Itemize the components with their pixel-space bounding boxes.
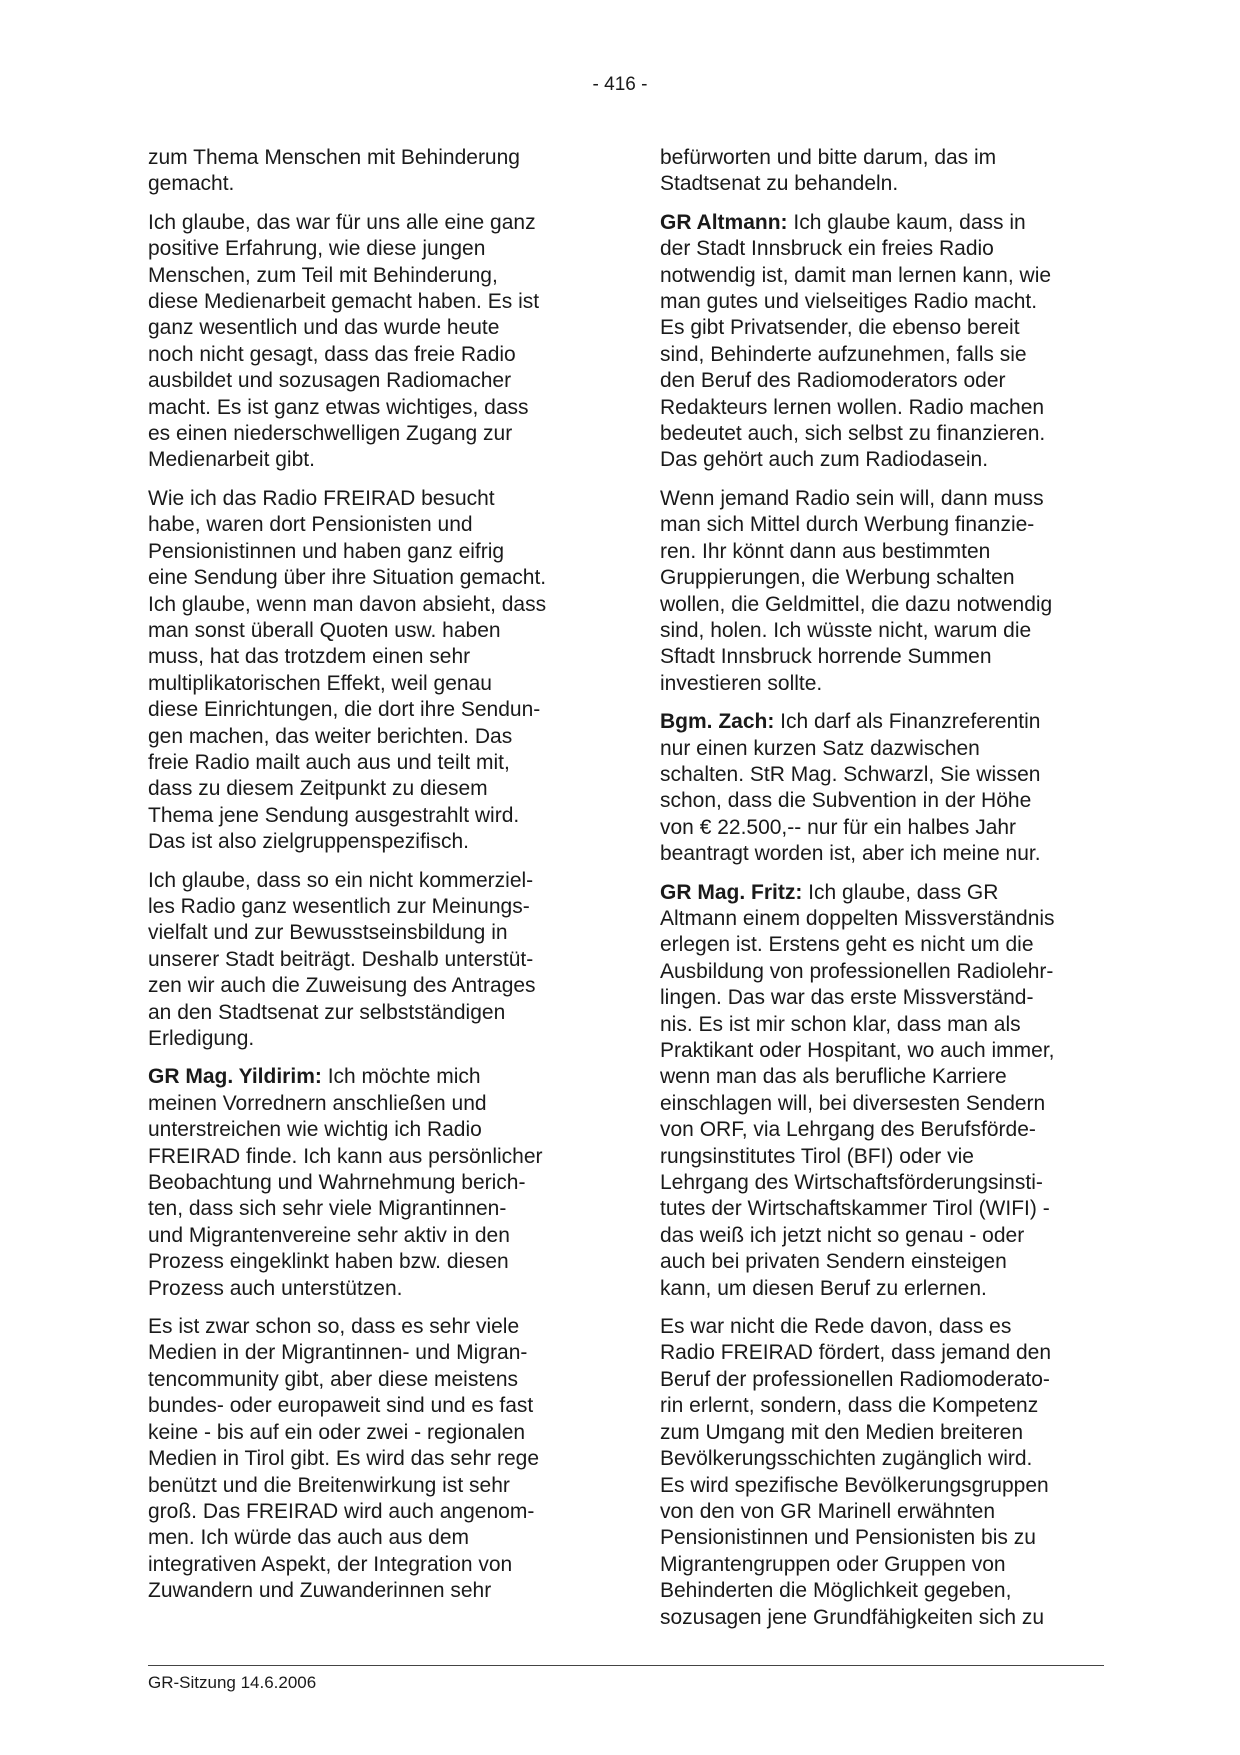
paragraph-text: Ich glaube, dass GR Altmann einem doppelten Missverständnis erlegen ist. Erstens geht es nicht um die Ausbildung von professionellen Radiolehr- lingen. Das war das erste Missverständ- nis. Es ist mir schon klar, dass man als Praktikant oder Hospitant, wo auch immer, wenn man das als berufliche Karriere einschlagen will, bei diversesten Sendern von ORF, via Lehrgang des Berufsförde- rungsinstitutes Tirol (BFI) oder vie Lehrgang des Wirtschaftsförderungsinsti- tutes der Wirtschaftskammer Tirol (WIFI) - das weiß ich jetzt nicht so genau - oder auch bei privaten Sendern einsteigen kann, um diesen Beruf zu erlernen. bbox=[660, 880, 1055, 1300]
right-column bbox=[660, 145, 1100, 1643]
paragraph bbox=[660, 210, 1100, 474]
paragraph-text: Ich glaube, das war für uns alle eine ganz positive Erfahrung, wie diese jungen Menschen, zum Teil mit Behinderung, diese Medienarbeit gemacht haben. Es ist ganz wesentlich und das wurde heute noch nicht gesagt, dass das freie Radio ausbildet und sozusagen Radiomacher macht. Es ist ganz etwas wichtiges, dass es einen niederschwelligen Zugang zur Medienarbeit gibt. bbox=[148, 210, 540, 472]
paragraph-text: Wie ich das Radio FREIRAD besucht habe, waren dort Pensionisten und Pensionistinnen und haben ganz eifrig eine Sendung über ihre Situation gemacht. Ich glaube, wenn man davon absieht, dass man sonst überall Quoten usw. haben muss, hat das trotzdem einen sehr multiplikatorischen Effekt, weil genau diese Einrichtungen, die dort ihre Sendun- gen machen, das weiter berichten. Das freie Radio mailt auch aus und teilt mit, dass zu diesem Zeitpunkt zu diesem Thema jene Sendung ausgestrahlt wird. Das ist also zielgruppenspezifisch. bbox=[148, 486, 547, 854]
paragraph bbox=[660, 145, 1100, 198]
paragraph-text: Ich glaube, dass so ein nicht kommerziel- les Radio ganz wesentlich zur Meinungs- vielfalt und zur Bewusstseinsbildung in unserer Stadt beiträgt. Deshalb unterstüt- zen wir auch die Zuweisung des Antrages an den Stadtsenat zur selbstständigen Erledigung. bbox=[148, 868, 536, 1050]
left-column bbox=[148, 145, 588, 1617]
paragraph-text: Es war nicht die Rede davon, dass es Radio FREIRAD fördert, dass jemand den Beruf der professionellen Radiomoderato- rin erlernt, sondern, dass die Kompetenz zum Umgang mit den Medien breiteren Bevölkerungsschichten zugänglich wird. Es wird spezifische Bevölkerungsgruppen von den von GR Marinell erwähnten Pensionistinnen und Pensionisten bis zu Migrantengruppen oder Gruppen von Behinderten die Möglichkeit gegeben, sozusagen jene Grundfähigkeiten sich zu bbox=[660, 1315, 1052, 1629]
speaker-name: GR Altmann: bbox=[660, 210, 788, 234]
paragraph-text: Es ist zwar schon so, dass es sehr viele Medien in der Migrantinnen- und Migran- tencommunity gibt, aber diese meistens bundes- oder europaweit sind und es fast keine - bis auf ein oder zwei - regionalen Medien in Tirol gibt. Es wird das sehr rege benützt und die Breitenwirkung ist sehr groß. Das FREIRAD wird auch angenom- men. Ich würde das auch aus dem integrativen Aspekt, der Integration von Zuwandern und Zuwanderinnen sehr bbox=[148, 1315, 540, 1603]
paragraph-text: Ich glaube kaum, dass in der Stadt Innsbruck ein freies Radio notwendig ist, damit man lernen kann, wie man gutes und vielseitiges Radio macht. Es gibt Privatsender, die ebenso bereit sind, Behinderte aufzunehmen, falls sie den Beruf des Radiomoderators oder Redakteurs lernen wollen. Radio machen bedeutet auch, sich selbst zu finanzieren. Das gehört auch zum Radiodasein. bbox=[660, 210, 1052, 472]
paragraph bbox=[660, 880, 1100, 1303]
paragraph bbox=[148, 868, 588, 1053]
paragraph bbox=[660, 709, 1100, 867]
page-number: - 416 - bbox=[592, 74, 648, 95]
paragraph bbox=[148, 210, 588, 474]
speaker-name: GR Mag. Yildirim: bbox=[148, 1065, 322, 1089]
paragraph bbox=[660, 1314, 1100, 1631]
speaker-name: GR Mag. Fritz: bbox=[660, 880, 803, 904]
speaker-name: Bgm. Zach: bbox=[660, 710, 775, 734]
paragraph-text: zum Thema Menschen mit Behinderung gemacht. bbox=[148, 146, 520, 196]
paragraph bbox=[148, 1064, 588, 1302]
footer-divider bbox=[148, 1665, 1104, 1666]
paragraph-text: Wenn jemand Radio sein will, dann muss man sich Mittel durch Werbung finanzie- ren. Ihr könnt dann aus bestimmten Gruppierungen, die Werbung schalten wollen, die Geldmittel, die dazu notwendig sind, holen. Ich wüsste nicht, warum die Sftadt Innsbruck horrende Summen investieren sollte. bbox=[660, 486, 1053, 695]
paragraph-text: Ich möchte mich meinen Vorrednern anschließen und unterstreichen wie wichtig ich Radio FREIRAD finde. Ich kann aus persönlicher Beobachtung und Wahrnehmung berich- ten, dass sich sehr viele Migrantinnen- und Migrantenvereine sehr aktiv in den Prozess eingeklinkt haben bzw. diesen Prozess auch unterstützen. bbox=[148, 1065, 543, 1300]
paragraph bbox=[660, 486, 1100, 697]
paragraph bbox=[148, 145, 588, 198]
paragraph bbox=[148, 486, 588, 856]
paragraph-text: Ich darf als Finanzreferentin nur einen kurzen Satz dazwischen schalten. StR Mag. Schwarzl, Sie wissen schon, dass die Subvention in der Höhe von € 22.500,-- nur für ein halbes Jahr beantragt worden ist, aber ich meine nur. bbox=[660, 710, 1041, 866]
footer-session-date: GR-Sitzung 14.6.2006 bbox=[148, 1673, 317, 1692]
paragraph-text: befürworten und bitte darum, das im Stadtsenat zu behandeln. bbox=[660, 146, 997, 196]
paragraph bbox=[148, 1314, 588, 1604]
